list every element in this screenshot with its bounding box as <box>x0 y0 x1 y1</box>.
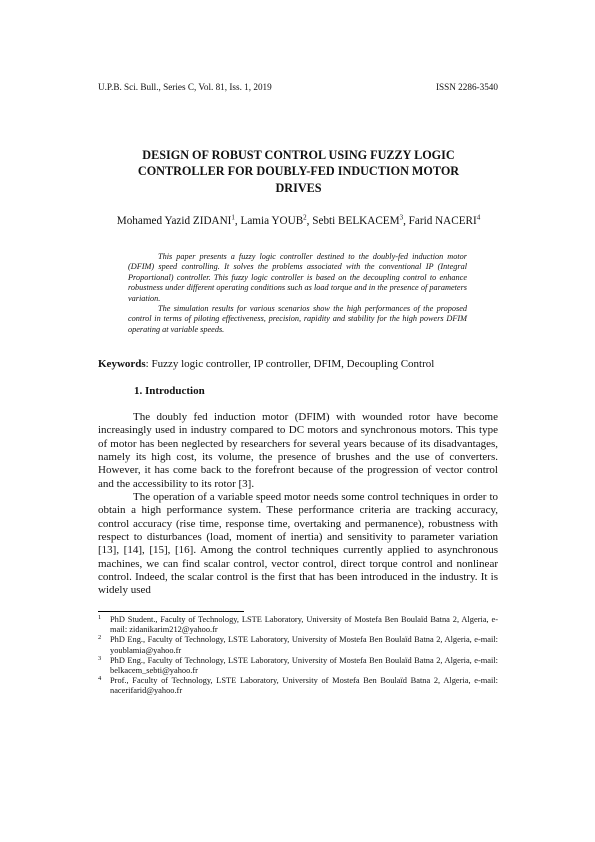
abstract-paragraph: The simulation results for various scenarios show the high performances of the proposed control in terms of piloting effectiveness, precision, rapidity and stability for the high powers DFIM operating at variable speeds. <box>128 304 467 334</box>
footnote <box>98 615 498 635</box>
paper-title <box>100 147 497 196</box>
body-text <box>98 411 498 598</box>
journal-citation: U.P.B. Sci. Bull., Series C, Vol. 81, Iss. 1, 2019 <box>98 82 272 92</box>
footnote-text: PhD Student., Faculty of Technology, LSTE Laboratory, University of Mostefa Ben Boulaïd Batna 2, Algeria, e-mail: zidanikarim212@yahoo.fr <box>110 615 498 635</box>
author-name: Farid NACERI <box>408 215 477 227</box>
author-name: Sebti BELKACEM <box>312 215 400 227</box>
abstract <box>128 252 467 335</box>
keywords-text: : Fuzzy logic controller, IP controller, DFIM, Decoupling Control <box>145 358 435 370</box>
author-affiliation-mark: 3 <box>399 213 404 222</box>
keywords <box>98 358 498 370</box>
running-header <box>98 82 498 92</box>
keywords-label: Keywords <box>98 358 146 370</box>
title-line: DRIVES <box>275 180 322 195</box>
footnote-text: PhD Eng., Faculty of Technology, LSTE Laboratory, University of Mostefa Ben Boulaïd Batna 2, Algeria, e-mail: belkacem_sebti@yahoo.fr <box>110 655 498 676</box>
footnote-mark: 4 <box>98 675 102 683</box>
author-affiliation-mark: 4 <box>476 213 481 222</box>
body-paragraph: The doubly fed induction motor (DFIM) with wounded rotor have become increasingly used in industry compared to DC motors and synchronous motors. This type of motor has been neglected by researchers for several years because of its disadvantages, namely its high cost, its volume, the presence of brushes and the use of converters. However, it has come back to the forefront because of the progression of vector control and the accessibility to its rotor [3]. <box>98 411 498 490</box>
footnote <box>98 676 498 696</box>
author-name: Mohamed Yazid ZIDANI <box>116 215 232 227</box>
footnote-mark: 3 <box>98 654 102 662</box>
body-paragraph: The operation of a variable speed motor needs some control techniques in order to obtain a high performance system. These performance criteria are tracking accuracy, control accuracy (rise time, response time, overtaking and permanence), robustness with respect to disturbances (load, moment of inertia) and sensitivity to parameter variation [13], [14], [15], [16]. Among the control techniques currently applied to asynchronous machines, we can find scalar control, vector control, direct torque control and nonlinear control. Indeed, the scalar control is the first that has been introduced in the industry. It is widely used <box>98 491 498 597</box>
title-line: DESIGN OF ROBUST CONTROL USING FUZZY LOGIC <box>142 148 455 162</box>
author-separator: , <box>234 215 241 227</box>
author-separator: , <box>403 215 409 227</box>
footnote <box>98 656 498 676</box>
author-list <box>96 215 501 227</box>
footnotes <box>98 615 498 697</box>
footnote-mark: 1 <box>98 614 102 621</box>
author-affiliation-mark: 1 <box>231 213 235 222</box>
author-separator: , <box>306 215 313 227</box>
footnote-text: Prof., Faculty of Technology, LSTE Laboratory, University of Mostefa Ben Boulaïd Batna 2, Algeria, e-mail: nacerifarid@yahoo.fr <box>110 676 498 696</box>
title-line: CONTROLLER FOR DOUBLY-FED INDUCTION MOTOR <box>137 164 460 179</box>
section-heading: 1. Introduction <box>134 385 205 397</box>
footnote-mark: 2 <box>98 634 102 642</box>
footnote <box>98 635 498 655</box>
footnote-text: PhD Eng., Faculty of Technology, LSTE Laboratory, University of Mostefa Ben Boulaïd Batna 2, Algeria, e-mail: youblamia@yahoo.fr <box>110 635 498 655</box>
issn: ISSN 2286-3540 <box>435 82 498 92</box>
footnote-rule <box>98 611 244 612</box>
author-affiliation-mark: 2 <box>303 213 307 222</box>
author-name: Lamia YOUB <box>240 215 304 227</box>
abstract-paragraph: This paper presents a fuzzy logic controller destined to the doubly-fed induction motor (DFIM) speed controlling. It solves the problems associated with the conventional IP (Integral Proportional) controller. This fuzzy logic controller is based on the decoupling control to enhance robustness under different operating conditions such as load torque and in the presence of parameters variation. <box>128 252 467 303</box>
